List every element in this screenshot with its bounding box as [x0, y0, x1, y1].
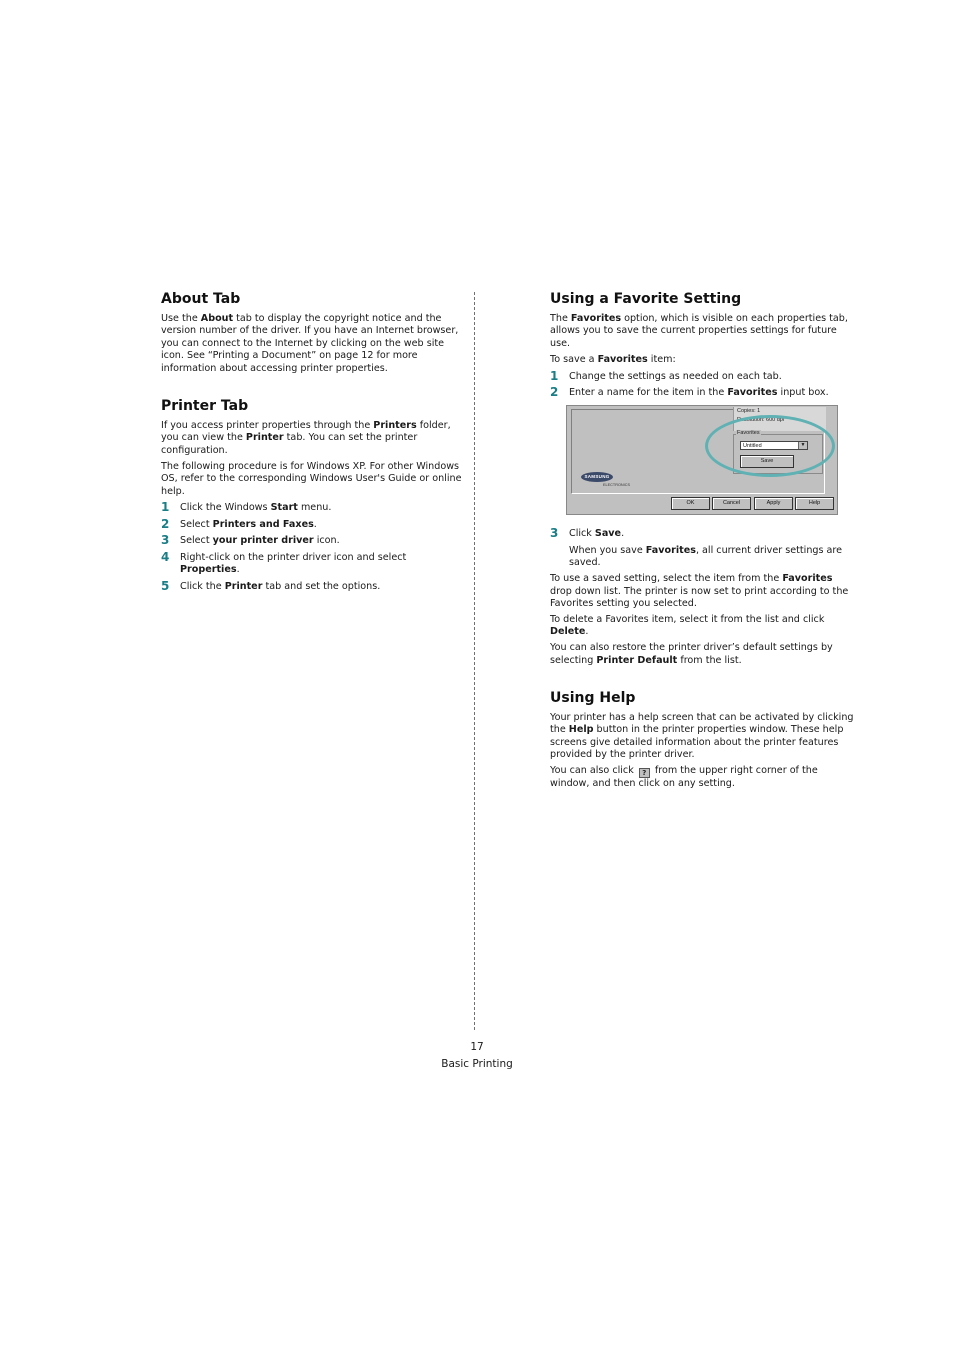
favorite-step-3: [550, 527, 856, 540]
favorites-select-value: Untitled: [743, 443, 762, 450]
step-number: 4: [161, 549, 170, 564]
help-question-icon: ?: [639, 768, 650, 778]
ok-button[interactable]: OK: [671, 497, 710, 510]
help-button[interactable]: Help: [795, 497, 834, 510]
step-number: 2: [550, 385, 559, 400]
cancel-button[interactable]: Cancel: [712, 497, 751, 510]
printer-tab-paragraph-2: The following procedure is for Windows XP. For other Windows OS, refer to the corresponding Windows User's Guide or online help.: [161, 460, 462, 497]
printer-tab-paragraph-1: If you access printer properties through the Printers folder, you can view the Printer tab. You can set the printer configuration.: [161, 420, 451, 456]
favorite-paragraph-1: The Favorites option, which is visible on each properties tab, allows you to save the current properties settings for future use.: [550, 313, 848, 349]
step-text: Change the settings as needed on each tab.: [569, 370, 782, 382]
chevron-down-icon[interactable]: ▼: [798, 442, 807, 449]
printer-step-4: [161, 551, 465, 577]
favorite-step-2: [550, 386, 856, 399]
step-number: 5: [161, 578, 170, 593]
step-number: 2: [161, 516, 170, 531]
favorite-paragraph-2: To save a Favorites item:: [550, 353, 676, 365]
step-text: Right-click on the printer driver icon and select Properties.: [180, 551, 407, 576]
help-paragraph-2: You can also click ? from the upper right corner of the window, and then click on any setting.: [550, 765, 818, 790]
footer-section: Basic Printing: [441, 1058, 513, 1070]
printer-step-3: [161, 534, 465, 547]
step-number: 3: [550, 526, 559, 541]
favorite-paragraph-4: To delete a Favorites item, select it from the list and click Delete.: [550, 613, 825, 638]
step-text: Click the Windows Start menu.: [180, 502, 332, 514]
step-text: Select your printer driver icon.: [180, 535, 340, 547]
favorite-step-1: [550, 370, 856, 383]
column-divider: [474, 292, 475, 1030]
step-text: Click the Printer tab and set the options.: [180, 580, 381, 592]
step-3-note: When you save Favorites, all current driver settings are saved.: [569, 544, 843, 569]
favorites-dialog-screenshot: [566, 405, 838, 515]
step-number: 1: [550, 368, 559, 383]
favorite-paragraph-5: You can also restore the printer driver’s default settings by selecting Printer Default from the list.: [550, 642, 833, 666]
highlight-circle: [705, 415, 835, 477]
using-help-heading: Using Help: [550, 690, 636, 706]
copies-readout: Copies: 1: [737, 408, 761, 415]
samsung-logo: SAMSUNG: [581, 472, 613, 482]
step-number: 3: [161, 533, 170, 548]
resolution-readout: Resolution: 600 dpi: [737, 417, 785, 424]
step-text: Click Save.: [569, 528, 625, 540]
favorite-paragraph-3: To use a saved setting, select the item from the Favorites drop down list. The printer is now set to print according to the Favorites setting you selected.: [550, 573, 849, 609]
about-tab-heading: About Tab: [161, 291, 241, 307]
favorites-label: Favorites: [737, 430, 760, 437]
step-text: Enter a name for the item in the Favorites input box.: [569, 387, 829, 399]
favorite-setting-heading: Using a Favorite Setting: [550, 291, 742, 307]
right-column: [550, 290, 856, 794]
apply-button[interactable]: Apply: [754, 497, 793, 510]
printer-step-2: [161, 518, 465, 531]
printer-step-5: [161, 580, 465, 593]
about-tab-paragraph: Use the About tab to display the copyright notice and the version number of the driver. If you have an Internet browser, you can connect to the Internet by clicking on the web site icon. See “Printing a Document” on page 12 for more information about accessing printer properties.: [161, 313, 459, 374]
logo-subtitle: ELECTRONICS: [603, 483, 631, 488]
help-paragraph-1: Your printer has a help screen that can be activated by clicking the Help button in the printer properties window. These help screens give detailed information about the printer features provided by the printer driver.: [550, 712, 854, 761]
printer-tab-heading: Printer Tab: [161, 398, 249, 415]
left-column: [161, 290, 465, 596]
printer-step-1: [161, 501, 465, 514]
save-button[interactable]: Save: [740, 455, 794, 468]
step-number: 1: [161, 500, 170, 515]
step-text: Select Printers and Faxes.: [180, 518, 317, 530]
page-number: 17: [470, 1041, 484, 1053]
